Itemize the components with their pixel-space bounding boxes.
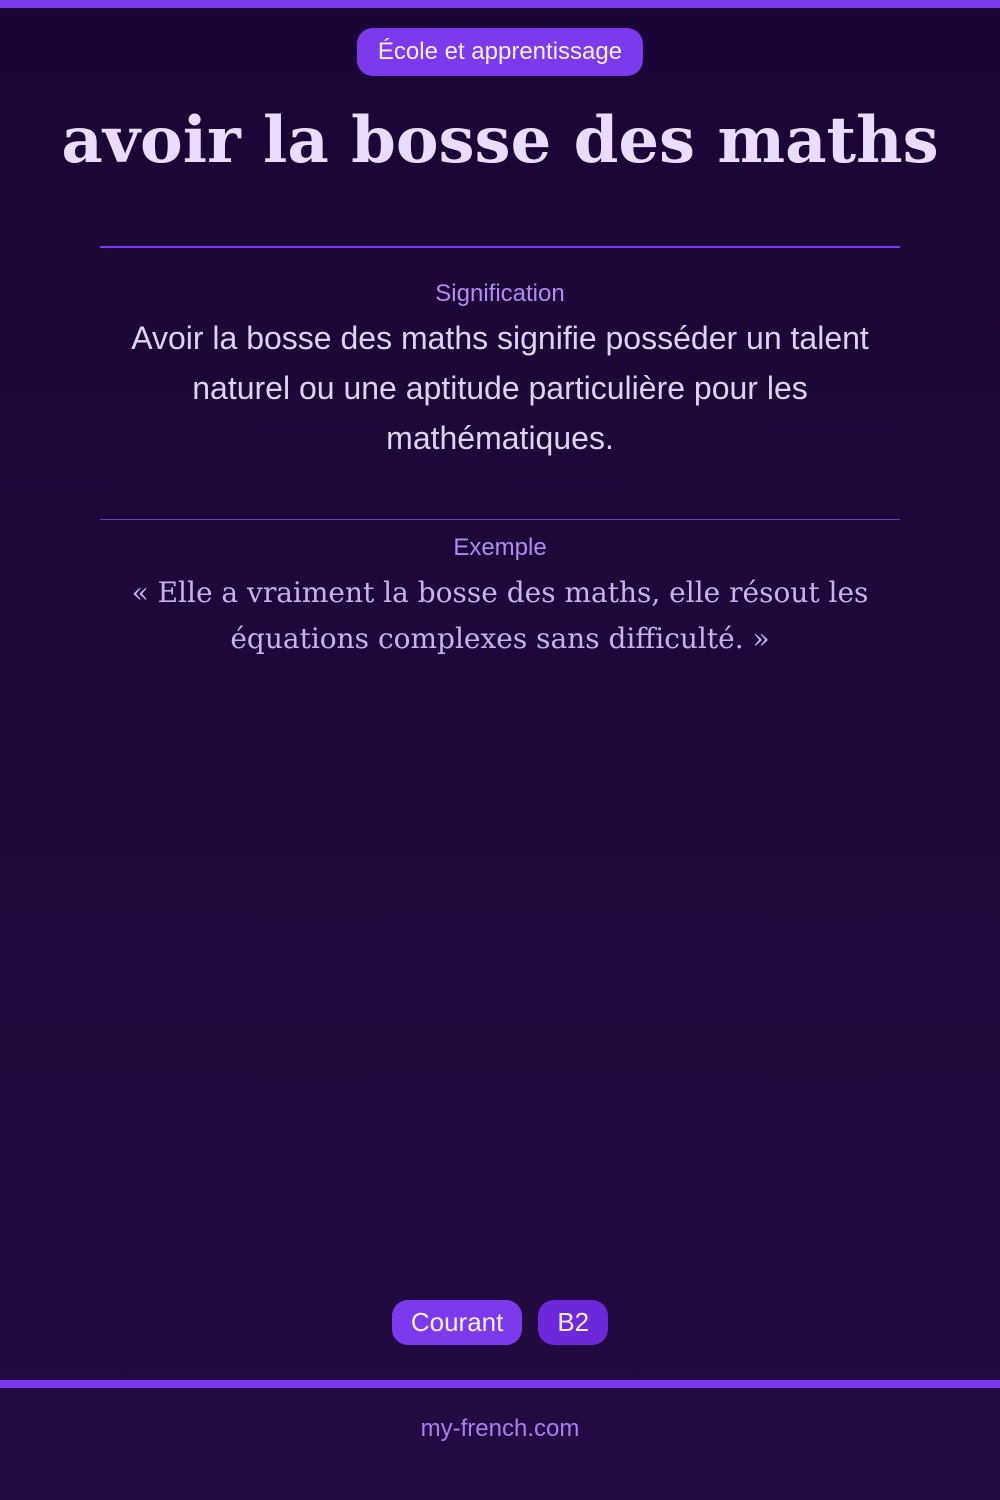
- footer-site-link[interactable]: my-french.com: [420, 1415, 580, 1442]
- expression-title: avoir la bosse des maths: [61, 103, 939, 178]
- register-tag: Courant: [392, 1300, 523, 1345]
- tag-list: [0, 1300, 1000, 1345]
- meaning-text: Avoir la bosse des maths signifie posséder un talent naturel ou une aptitude particulière pour les mathématiques.: [131, 320, 869, 456]
- meaning-label: Signification: [435, 280, 565, 307]
- top-accent-bar: [0, 0, 1000, 8]
- level-tag: B2: [538, 1300, 608, 1345]
- example-label: Exemple: [453, 534, 547, 561]
- divider-example: [100, 519, 900, 520]
- category-badge: École et apprentissage: [357, 28, 643, 76]
- divider-meaning: [100, 246, 900, 248]
- bottom-accent-bar: [0, 1380, 1000, 1388]
- example-text: « Elle a vraiment la bosse des maths, elle résout les équations complexes sans difficulté. »: [131, 576, 869, 655]
